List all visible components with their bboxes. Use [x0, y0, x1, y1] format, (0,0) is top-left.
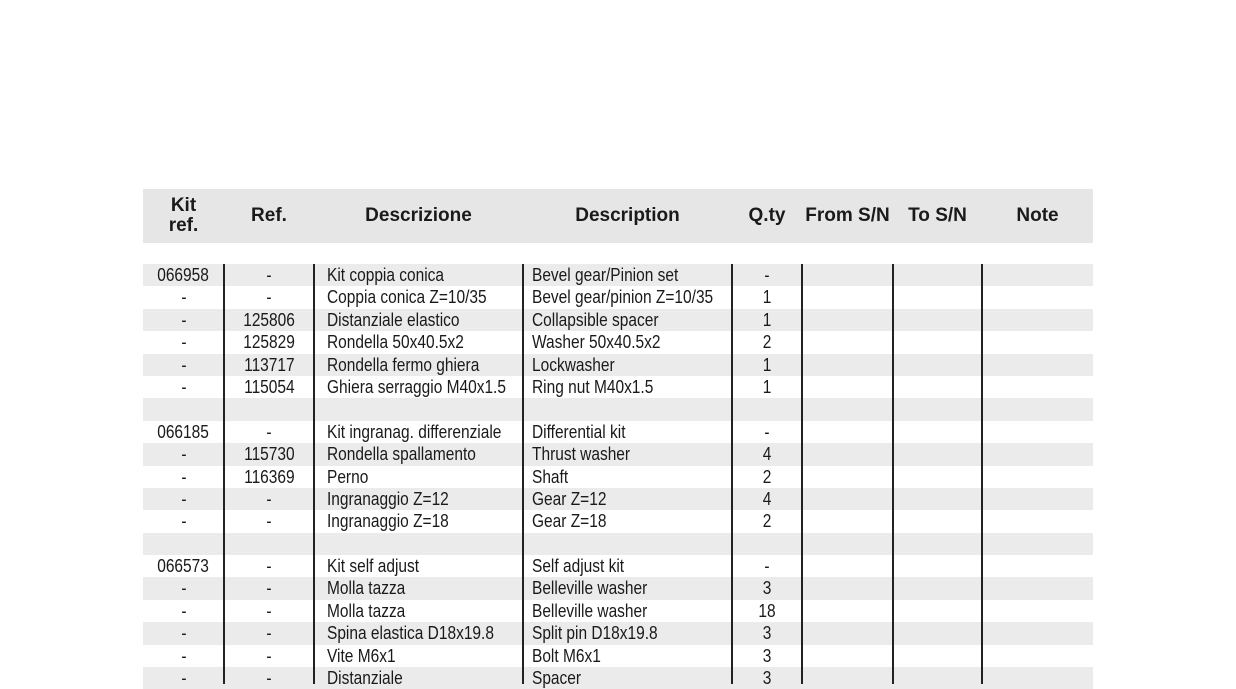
to-sn-cell: [893, 645, 982, 667]
header-ref: Ref.: [251, 205, 287, 226]
from-sn-cell: [802, 421, 893, 443]
to-sn-cell: [893, 421, 982, 443]
note-cell: [982, 466, 1093, 488]
from-sn-cell: [802, 398, 893, 420]
description-cell: Self adjust kit: [532, 556, 625, 577]
kit-ref-cell: 066958: [157, 265, 210, 285]
descrizione-cell: Vite M6x1: [327, 645, 396, 666]
qty-cell: [732, 398, 802, 420]
ref-cell: -: [266, 578, 272, 599]
qty-cell: 3: [762, 645, 772, 666]
kit-ref-cell: -: [180, 309, 187, 330]
description-cell: Belleville washer: [532, 600, 648, 621]
from-sn-cell: [802, 555, 893, 577]
kit-ref-cell: -: [180, 623, 187, 644]
kit-ref-cell: -: [180, 287, 187, 308]
kit-ref-cell: -: [180, 511, 187, 532]
descrizione-cell: Rondella fermo ghiera: [327, 354, 480, 375]
note-cell: [982, 309, 1093, 331]
descrizione-cell: Ingranaggio Z=18: [327, 511, 449, 532]
from-sn-cell: [802, 533, 893, 555]
kit-ref-cell: -: [180, 354, 187, 375]
note-cell: [982, 622, 1093, 644]
note-cell: [982, 555, 1093, 577]
to-sn-cell: [893, 376, 982, 398]
description-cell: Differential kit: [532, 421, 626, 442]
descrizione-cell: Spina elastica D18x19.8: [327, 623, 494, 644]
note-cell: [982, 286, 1093, 308]
to-sn-cell: [893, 533, 982, 555]
descrizione-cell: Perno: [327, 466, 369, 487]
table-row: [143, 510, 1093, 532]
qty-cell: 2: [762, 511, 772, 532]
parts-table: [143, 189, 1093, 689]
kit-ref-cell: -: [180, 668, 187, 689]
to-sn-cell: [893, 466, 982, 488]
ref-cell: 125806: [243, 309, 295, 330]
column-divider: [731, 264, 733, 684]
ref-cell: -: [266, 488, 272, 509]
kit-ref-cell: -: [180, 488, 187, 509]
header-note: Note: [1016, 205, 1059, 226]
qty-cell: 3: [762, 668, 772, 689]
description-cell: Lockwasher: [532, 354, 615, 375]
qty-cell: [732, 533, 802, 555]
from-sn-cell: [802, 331, 893, 353]
table-row: [143, 309, 1093, 331]
table-row: [143, 331, 1093, 353]
from-sn-cell: [802, 510, 893, 532]
table-row: [143, 645, 1093, 667]
table-row: [143, 600, 1093, 622]
ref-cell: -: [266, 623, 272, 644]
ref-cell: 115054: [243, 376, 295, 397]
column-divider: [892, 264, 894, 684]
column-divider: [313, 264, 315, 684]
note-cell: [982, 510, 1093, 532]
description-cell: Gear Z=18: [532, 511, 607, 532]
to-sn-cell: [893, 622, 982, 644]
table-body: [143, 264, 1093, 689]
note-cell: [982, 645, 1093, 667]
qty-cell: 1: [762, 376, 772, 397]
note-cell: [982, 354, 1093, 376]
ref-cell: -: [266, 645, 272, 666]
table-row: [143, 577, 1093, 599]
to-sn-cell: [893, 600, 982, 622]
note-cell: [982, 376, 1093, 398]
column-divider: [981, 264, 983, 684]
qty-cell: 1: [762, 354, 772, 375]
descrizione-cell: Kit coppia conica: [327, 265, 445, 285]
to-sn-cell: [893, 309, 982, 331]
description-cell: [523, 533, 732, 555]
description-cell: Thrust washer: [532, 444, 631, 465]
from-sn-cell: [802, 600, 893, 622]
to-sn-cell: [893, 354, 982, 376]
to-sn-cell: [893, 331, 982, 353]
table-row: [143, 622, 1093, 644]
table-row: [143, 555, 1093, 577]
from-sn-cell: [802, 264, 893, 286]
note-cell: [982, 533, 1093, 555]
table-row: [143, 286, 1093, 308]
header-description: Description: [575, 205, 680, 226]
kit-ref-cell: -: [180, 444, 187, 465]
kit-ref-cell: [143, 398, 224, 420]
description-cell: Belleville washer: [532, 578, 648, 599]
header-qty: Q.ty: [748, 205, 786, 226]
qty-cell: 2: [762, 466, 772, 487]
header-descrizione: Descrizione: [365, 205, 472, 226]
description-cell: Bolt M6x1: [532, 645, 601, 666]
table-row: [143, 443, 1093, 465]
descrizione-cell: Rondella 50x40.5x2: [327, 332, 464, 353]
table-row: [143, 488, 1093, 510]
from-sn-cell: [802, 622, 893, 644]
table-row: [143, 398, 1093, 420]
ref-cell: -: [266, 556, 272, 577]
header-from-sn: From S/N: [805, 205, 890, 226]
kit-ref-cell: 066185: [157, 421, 210, 442]
qty-cell: 3: [762, 623, 772, 644]
to-sn-cell: [893, 577, 982, 599]
qty-cell: -: [764, 265, 770, 285]
descrizione-cell: Molla tazza: [327, 600, 406, 621]
description-cell: Collapsible spacer: [532, 309, 659, 330]
from-sn-cell: [802, 443, 893, 465]
description-cell: Gear Z=12: [532, 488, 607, 509]
descrizione-cell: Ghiera serraggio M40x1.5: [327, 376, 506, 397]
note-cell: [982, 264, 1093, 286]
description-cell: Spacer: [532, 668, 582, 689]
descrizione-cell: Rondella spallamento: [327, 444, 476, 465]
qty-cell: 18: [758, 600, 776, 621]
column-divider: [801, 264, 803, 684]
descrizione-cell: Distanziale elastico: [327, 309, 460, 330]
ref-cell: 125829: [243, 332, 295, 353]
ref-cell: 115730: [243, 444, 295, 465]
ref-cell: [224, 533, 314, 555]
to-sn-cell: [893, 398, 982, 420]
from-sn-cell: [802, 354, 893, 376]
column-divider: [223, 264, 225, 684]
ref-cell: -: [266, 668, 272, 689]
qty-cell: 4: [762, 488, 772, 509]
ref-cell: [224, 398, 314, 420]
to-sn-cell: [893, 286, 982, 308]
kit-ref-cell: -: [180, 600, 187, 621]
header-kit-ref: Kit ref.: [168, 195, 199, 236]
to-sn-cell: [893, 443, 982, 465]
from-sn-cell: [802, 645, 893, 667]
to-sn-cell: [893, 667, 982, 689]
table-row: [143, 376, 1093, 398]
table-row: [143, 533, 1093, 555]
descrizione-cell: Distanziale: [327, 668, 403, 689]
table-row: [143, 421, 1093, 443]
note-cell: [982, 600, 1093, 622]
ref-cell: 113717: [243, 354, 295, 375]
note-cell: [982, 331, 1093, 353]
from-sn-cell: [802, 309, 893, 331]
kit-ref-cell: [143, 533, 224, 555]
to-sn-cell: [893, 488, 982, 510]
to-sn-cell: [893, 555, 982, 577]
ref-cell: -: [266, 600, 272, 621]
from-sn-cell: [802, 577, 893, 599]
kit-ref-cell: 066573: [157, 556, 210, 577]
table-row: [143, 264, 1093, 286]
from-sn-cell: [802, 667, 893, 689]
ref-cell: -: [266, 421, 272, 442]
description-cell: Ring nut M40x1.5: [532, 376, 654, 397]
from-sn-cell: [802, 286, 893, 308]
kit-ref-cell: -: [180, 466, 187, 487]
descrizione-cell: Ingranaggio Z=12: [327, 488, 449, 509]
description-cell: [523, 398, 732, 420]
table-row: [143, 354, 1093, 376]
descrizione-cell: [314, 398, 523, 420]
description-cell: Bevel gear/pinion Z=10/35: [532, 287, 714, 308]
note-cell: [982, 421, 1093, 443]
kit-ref-cell: -: [180, 376, 187, 397]
descrizione-cell: Kit self adjust: [327, 556, 420, 577]
note-cell: [982, 398, 1093, 420]
from-sn-cell: [802, 466, 893, 488]
descrizione-cell: Molla tazza: [327, 578, 406, 599]
kit-ref-cell: -: [180, 645, 187, 666]
note-cell: [982, 443, 1093, 465]
qty-cell: 4: [762, 444, 772, 465]
qty-cell: 2: [762, 332, 772, 353]
ref-cell: -: [266, 265, 272, 285]
qty-cell: 1: [762, 287, 772, 308]
header-to-sn: To S/N: [908, 205, 967, 226]
descrizione-cell: [314, 533, 523, 555]
table-header: [143, 189, 1093, 243]
description-cell: Washer 50x40.5x2: [532, 332, 661, 353]
column-divider: [522, 264, 524, 684]
qty-cell: 3: [762, 578, 772, 599]
qty-cell: -: [764, 421, 770, 442]
description-cell: Shaft: [532, 466, 569, 487]
note-cell: [982, 577, 1093, 599]
ref-cell: -: [266, 287, 272, 308]
to-sn-cell: [893, 264, 982, 286]
ref-cell: 116369: [243, 466, 295, 487]
kit-ref-cell: -: [180, 578, 187, 599]
description-cell: Bevel gear/Pinion set: [532, 265, 679, 285]
from-sn-cell: [802, 376, 893, 398]
descrizione-cell: Coppia conica Z=10/35: [327, 287, 487, 308]
note-cell: [982, 488, 1093, 510]
descrizione-cell: Kit ingranag. differenziale: [327, 421, 502, 442]
note-cell: [982, 667, 1093, 689]
ref-cell: -: [266, 511, 272, 532]
description-cell: Split pin D18x19.8: [532, 623, 658, 644]
qty-cell: -: [764, 556, 770, 577]
qty-cell: 1: [762, 309, 772, 330]
to-sn-cell: [893, 510, 982, 532]
kit-ref-cell: -: [180, 332, 187, 353]
from-sn-cell: [802, 488, 893, 510]
table-row: [143, 667, 1093, 689]
table-row: [143, 466, 1093, 488]
